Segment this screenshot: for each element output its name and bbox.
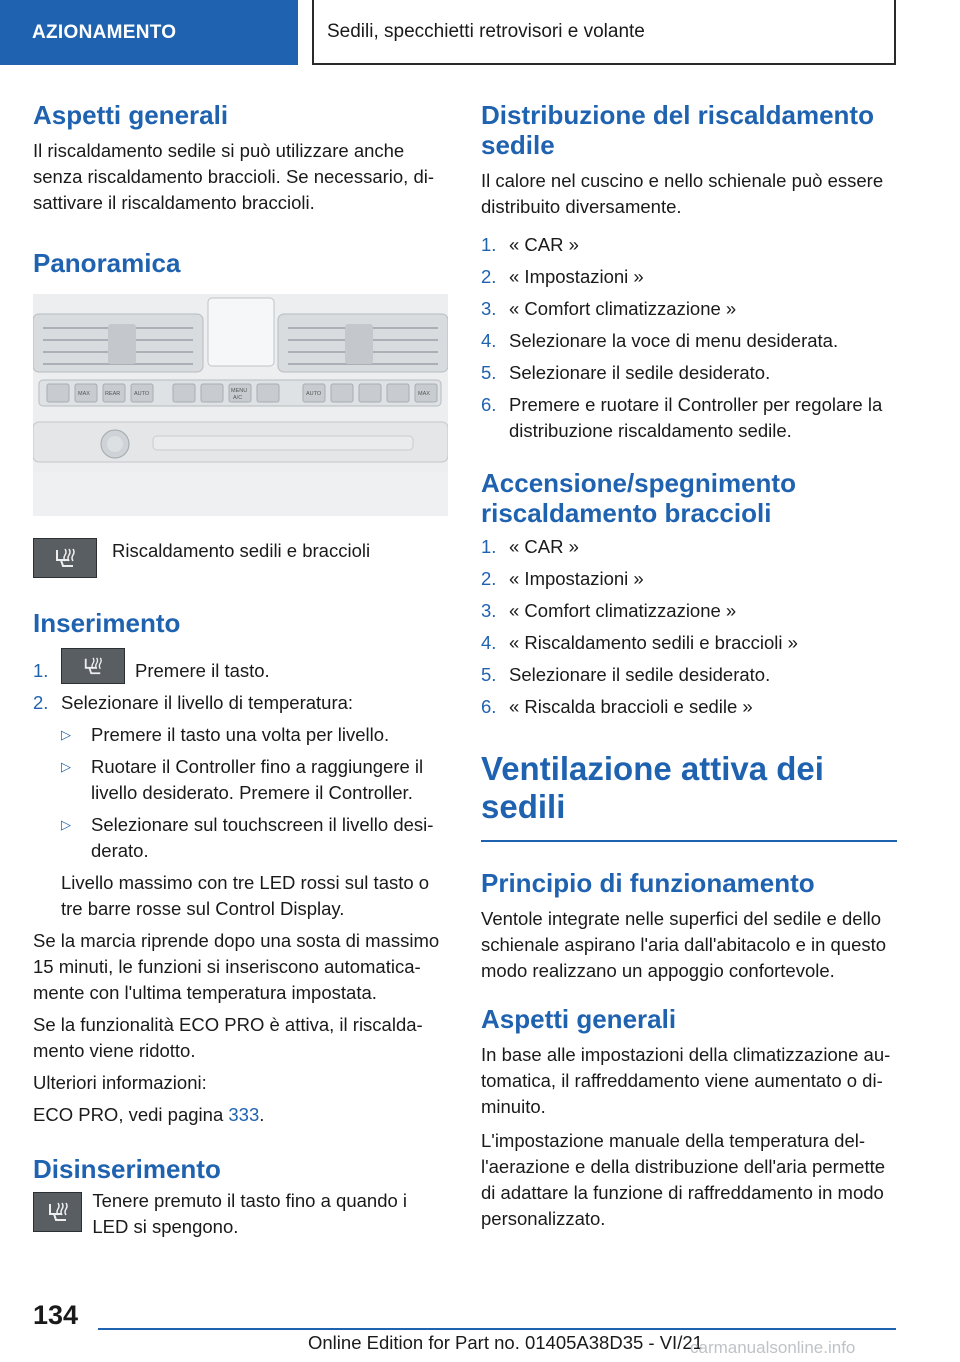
armrest-heading: Accensione/spegnimento riscaldamento braccioli — [481, 468, 796, 528]
disable-text: Tenere premuto il tasto fino a quando i LED si spengono. — [92, 1190, 408, 1237]
eco-pro-paragraph: Se la funzionalità ECO PRO è attiva, il riscalda-mento viene ridotto. — [33, 1014, 423, 1061]
armrest-step: 3. « Comfort climatizzazione » — [481, 600, 737, 621]
distribution-step: 2. « Impostazioni » — [481, 266, 644, 287]
distribution-step: 1. « CAR » — [481, 234, 579, 255]
seat-heating-legend — [33, 538, 448, 578]
disable-instruction — [33, 1192, 448, 1240]
enable-bullets — [61, 722, 448, 864]
principle-text: Ventole integrate nelle superfici del sedile e dello schienale aspirano l'aria dall'abitacolo e in questo modo realizzano un appoggio confortevole. — [481, 908, 887, 981]
max-level-note: Livello massimo con tre LED rossi sul tasto o tre barre rosse sul Control Display. — [61, 872, 430, 919]
distribution-step: 6. Premere e ruotare il Controller per regolare la distribuzione riscaldamento sedile. — [481, 394, 883, 441]
distribution-heading: Distribuzione del riscaldamento sedile — [481, 100, 874, 160]
seat-heating-button-icon — [61, 648, 125, 684]
distribution-text: Il calore nel cuscino e nello schienale può essere distribuito diversamente. — [481, 170, 884, 217]
general2-text-2: L'impostazione manuale della temperatura del-l'aerazione e della distribuzione dell'aria permette di adattare la funzione di raffreddamento in modo personalizzato. — [481, 1130, 886, 1229]
resume-paragraph: Se la marcia riprende dopo una sosta di massimo 15 minuti, le funzioni si inseriscono automatica-mente con l'ultima temperatura impostata. — [33, 930, 440, 1003]
enable-step-1 — [33, 648, 448, 684]
step-text: Selezionare il livello di temperatura: — [61, 692, 354, 713]
distribution-step: 5. Selezionare il sedile desiderato. — [481, 362, 771, 383]
bullet-text: Premere il tasto una volta per livello. — [91, 724, 390, 745]
panel-label-auto-left: AUTO — [134, 391, 150, 397]
bullet-item — [61, 722, 448, 748]
right-column — [481, 100, 897, 1232]
eco-pro-reference — [33, 1102, 448, 1128]
principle-heading: Principio di funzionamento — [481, 868, 815, 898]
triangle-bullet-icon: ▷ — [61, 759, 71, 774]
bullet-item — [61, 812, 448, 864]
reference-text: ECO PRO, vedi pagina — [33, 1104, 229, 1125]
armrest-step: 4. « Riscaldamento sedili e braccioli » — [481, 632, 798, 653]
distribution-steps — [481, 232, 897, 444]
armrest-step: 2. « Impostazioni » — [481, 568, 644, 589]
overview-heading: Panoramica — [33, 248, 181, 278]
general2-text-1: In base alle impostazioni della climatizzazione au-tomatica, il raffreddamento viene aumentato o di-minuito. — [481, 1044, 891, 1117]
general-text: Il riscaldamento sedile si può utilizzare anche senza riscaldamento braccioli. Se necessario, di-sattivare il riscaldamento braccioli. — [33, 140, 435, 213]
ventilation-heading: Ventilazione attiva dei sedili — [481, 750, 824, 825]
footer-rule — [98, 1328, 896, 1330]
header-chapter-box — [312, 0, 896, 65]
armrest-step: 1. « CAR » — [481, 536, 579, 557]
triangle-bullet-icon: ▷ — [61, 727, 71, 742]
distribution-step: 4. Selezionare la voce di menu desiderata. — [481, 330, 839, 351]
step-number: 2. — [33, 692, 49, 713]
armrest-step: 5. Selezionare il sedile desiderato. — [481, 664, 771, 685]
seat-heating-caption: Riscaldamento sedili e braccioli — [112, 540, 371, 561]
header-section-title: AZIONAMENTO — [32, 21, 177, 43]
page-link-333[interactable]: 333 — [228, 1104, 260, 1125]
climate-panel-drawing — [33, 294, 448, 516]
climate-panel-illustration — [33, 294, 448, 516]
enable-heading: Inserimento — [33, 608, 181, 638]
panel-label-rear: REAR — [105, 391, 121, 397]
bullet-text: Ruotare il Controller fino a raggiungere il livello desiderato. Premere il Controller. — [91, 756, 424, 803]
watermark: carmanualsonline.info — [690, 1338, 856, 1357]
panel-label-max-right: MAX — [418, 391, 430, 397]
bullet-text: Selezionare sul touchscreen il livello desi-derato. — [91, 814, 434, 861]
section-divider — [481, 840, 897, 842]
header-chapter-title: Sedili, specchietti retrovisori e volante — [327, 20, 645, 42]
disable-heading: Disinserimento — [33, 1154, 221, 1184]
general2-heading: Aspetti generali — [481, 1004, 677, 1034]
edition-info: Online Edition for Part no. 01405A38D35 - VI/21 — [308, 1332, 703, 1353]
triangle-bullet-icon: ▷ — [61, 817, 71, 832]
distribution-step: 3. « Comfort climatizzazione » — [481, 298, 737, 319]
panel-label-auto-right: AUTO — [306, 391, 322, 397]
step-number: 1. — [33, 660, 49, 681]
enable-steps — [33, 648, 448, 716]
general-heading: Aspetti generali — [33, 100, 229, 130]
panel-label-ac: A/C — [233, 395, 243, 401]
armrest-step: 6. « Riscalda braccioli e sedile » — [481, 696, 753, 717]
enable-step-2 — [33, 690, 448, 716]
panel-label-max-left: MAX — [78, 391, 90, 397]
left-column — [33, 100, 448, 1240]
page-number: 134 — [33, 1300, 79, 1330]
header-section-tab — [0, 0, 298, 65]
panel-label-menu: MENU — [231, 388, 248, 394]
more-info-label: Ulteriori informazioni: — [33, 1072, 207, 1093]
bullet-item — [61, 754, 448, 806]
seat-heating-icon — [33, 538, 97, 578]
step-text: Premere il tasto. — [135, 660, 270, 681]
reference-end: . — [259, 1104, 265, 1125]
seat-heating-icon — [33, 1192, 82, 1232]
armrest-steps — [481, 534, 897, 720]
